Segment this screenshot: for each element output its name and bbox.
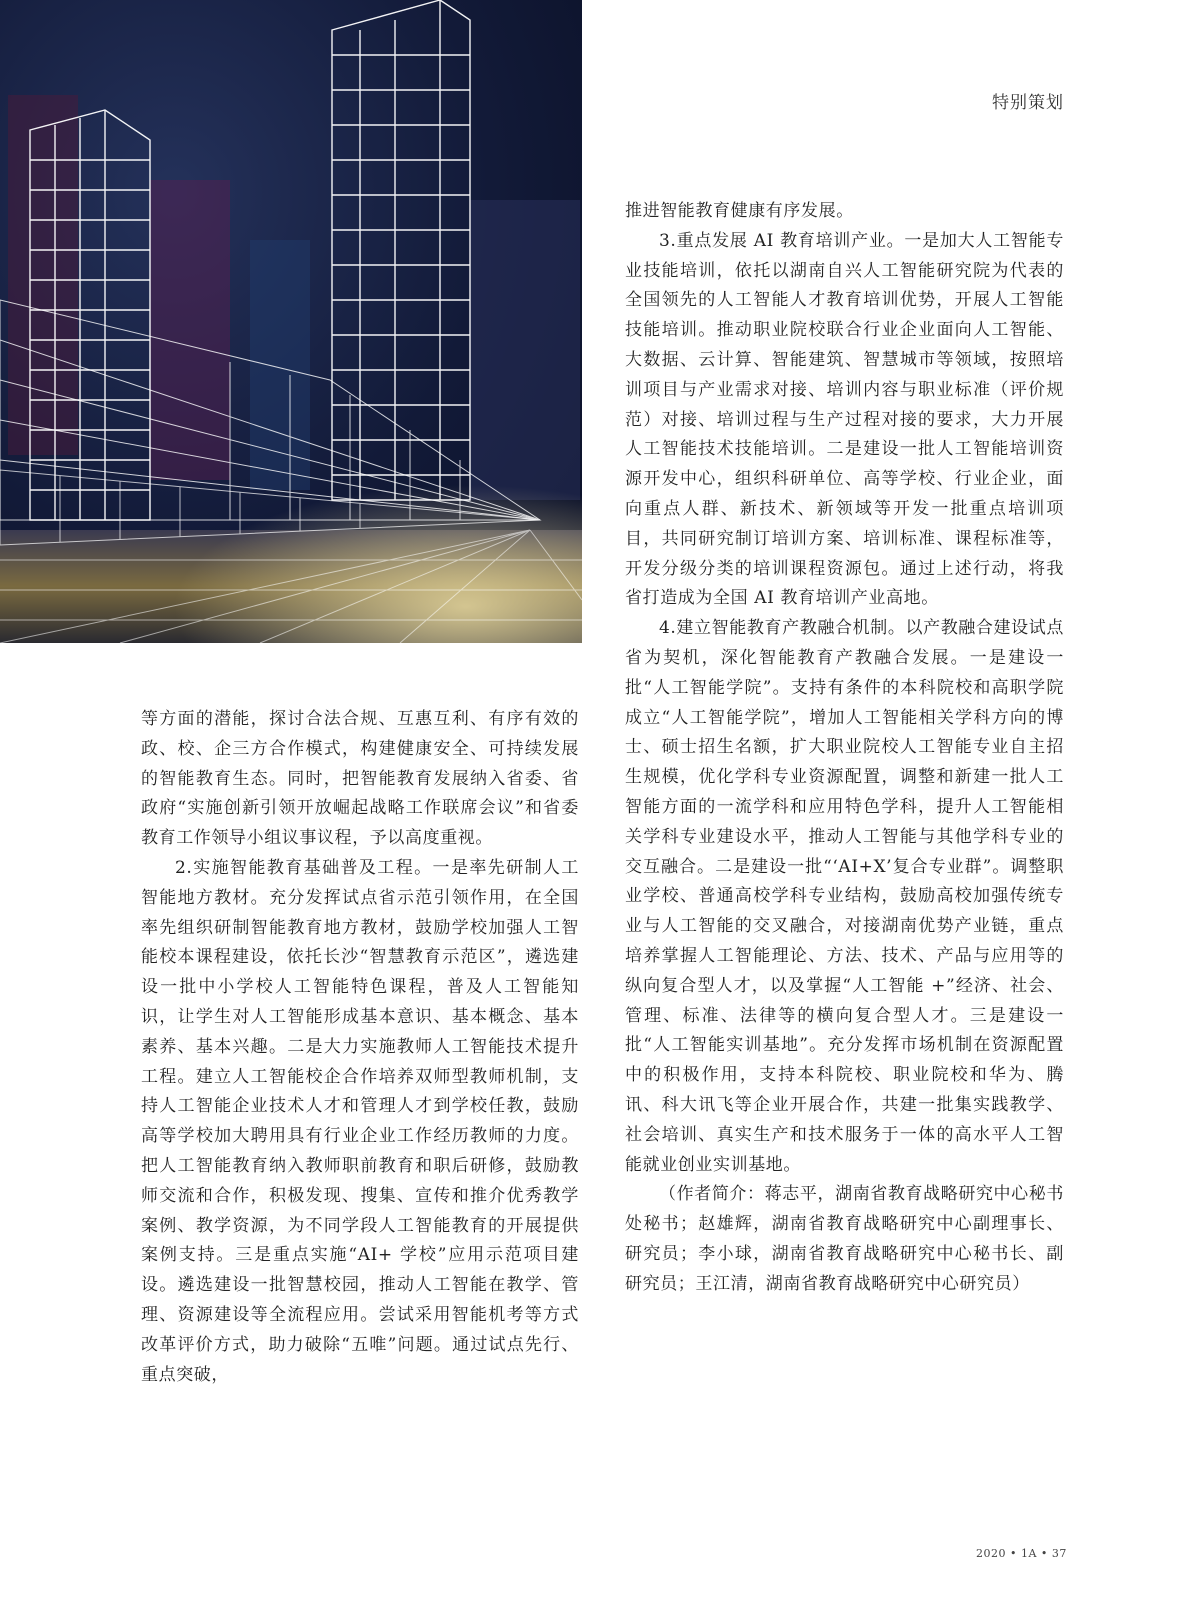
hero-image xyxy=(0,0,582,643)
paragraph: 4.建立智能教育产教融合机制。以产教融合建设试点省为契机，深化智能教育产教融合发展。一是建设一批“人工智能学院”。支持有条件的本科院校和高职学院成立“人工智能学院”，增加人工智能相关学科方向的博士、硕士招生名额，扩大职业院校人工智能专业自主招生规模，优化学科专业资源配置，调整和新建一批人工智能方面的一流学科和应用特色学科，提升人工智能相关学科专业建设水平，推动人工智能与其他学科专业的交互融合。二是建设一批“‘AI+X’复合专业群”。调整职业学校、普通高校学科专业结构，鼓励高校加强传统专业与人工智能的交叉融合，对接湖南优势产业链，重点培养掌握人工智能理论、方法、技术、产品与应用等的纵向复合型人才，以及掌握“人工智能 +”经济、社会、管理、标准、法律等的横向复合型人才。三是建设一批“人工智能实训基地”。充分发挥市场机制在资源配置中的积极作用，支持本科院校、职业院校和华为、腾讯、科大讯飞等企业开展合作，共建一批集实践教学、社会培训、真实生产和技术服务于一体的高水平人工智能就业创业实训基地。 xyxy=(625,618,1064,1175)
paragraph: 推进智能教育健康有序发展。 xyxy=(625,201,854,221)
page-footer: 2020 • 1A • 37 xyxy=(976,1547,1067,1560)
paragraph: 3.重点发展 AI 教育培训产业。一是加大人工智能专业技能培训，依托以湖南自兴人工智能研究院为代表的全国领先的人工智能人才教育培训优势，开展人工智能技能培训。推动职业院校联合行业企业面向人工智能、大数据、云计算、智能建筑、智慧城市等领域，按照培训项目与产业需求对接、培训内容与职业标准（评价规范）对接、培训过程与生产过程对接的要求，大力开展人工智能技术技能培训。二是建设一批人工智能培训资源开发中心，组织科研单位、高等学校、行业企业，面向重点人群、新技术、新领域等开发一批重点培训项目，共同研究制订培训方案、培训标准、课程标准等，开发分级分类的培训课程资源包。通过上述行动，将我省打造成为全国 AI 教育培训产业高地。 xyxy=(625,230,1064,609)
left-column xyxy=(141,705,579,1390)
section-tag: 特别策划 xyxy=(992,93,1064,113)
wireframe-city-skyline-icon xyxy=(0,0,582,643)
author-bio: （作者简介：蒋志平，湖南省教育战略研究中心秘书处秘书；赵雄辉，湖南省教育战略研究中心副理事长、研究员；李小球，湖南省教育战略研究中心秘书长、副研究员；王江清，湖南省教育战略研究中心研究员） xyxy=(625,1184,1064,1294)
paragraph: 2.实施智能教育基础普及工程。一是率先研制人工智能地方教材。充分发挥试点省示范引领作用，在全国率先组织研制智能教育地方教材，鼓励学校加强人工智能校本课程建设，依托长沙“智慧教育示范区”，遴选建设一批中小学校人工智能特色课程，普及人工智能知识，让学生对人工智能形成基本意识、基本概念、基本素养、基本兴趣。二是大力实施教师人工智能技术提升工程。建立人工智能校企合作培养双师型教师机制，支持人工智能企业技术人才和管理人才到学校任教，鼓励高等学校加大聘用具有行业企业工作经历教师的力度。把人工智能教育纳入教师职前教育和职后研修，鼓励教师交流和合作，积极发现、搜集、宣传和推介优秀教学案例、教学资源，为不同学段人工智能教育的开展提供案例支持。三是重点实施“AI+ 学校”应用示范项目建设。遴选建设一批智慧校园，推动人工智能在教学、管理、资源建设等全流程应用。尝试采用智能机考等方式改革评价方式，助力破除“五唯”问题。通过试点先行、重点突破， xyxy=(141,857,579,1385)
right-column xyxy=(625,197,1064,1299)
paragraph: 等方面的潜能，探讨合法合规、互惠互利、有序有效的政、校、企三方合作模式，构建健康安全、可持续发展的智能教育生态。同时，把智能教育发展纳入省委、省政府“实施创新引领开放崛起战略工作联席会议”和省委教育工作领导小组议事议程，予以高度重视。 xyxy=(141,709,579,849)
